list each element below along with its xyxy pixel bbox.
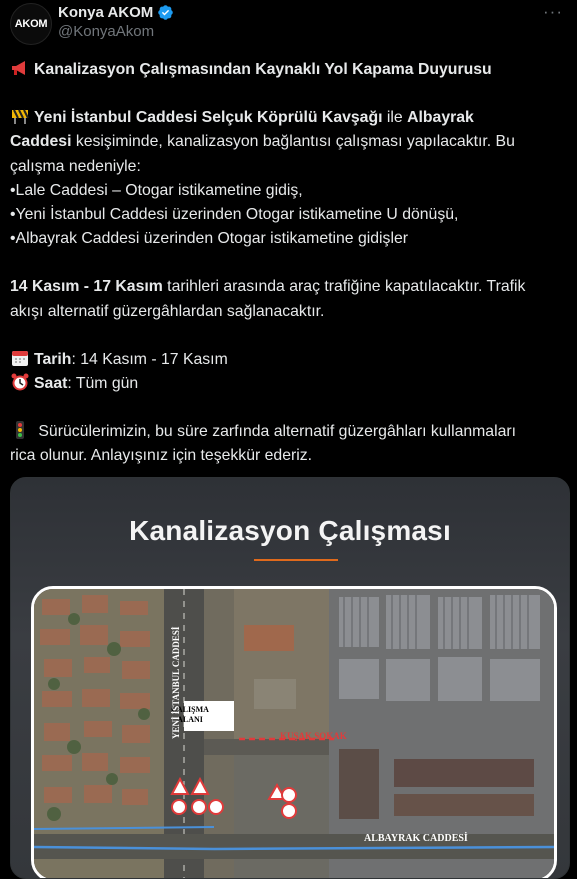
- date-line: [10, 348, 566, 372]
- work-area-label-1: ÇALIŞMA: [171, 705, 209, 714]
- date-value: : 14 Kasım - 17 Kasım: [71, 350, 228, 368]
- intersection-name: Yeni İstanbul Caddesi Selçuk Köprülü Kavşağı: [34, 109, 383, 127]
- street-name-albayrak: Albayrak: [407, 109, 474, 127]
- time-line: [10, 372, 566, 396]
- kusak-sokak-label: KUŞAK SOKAK: [280, 731, 347, 741]
- paragraph-1-line-2: [10, 130, 566, 154]
- paragraph-3-text: Sürücülerimizin, bu süre zarfında alternatif güzergâhları kullanmaları: [34, 423, 517, 441]
- media-image[interactable]: [10, 477, 570, 879]
- time-label: Saat: [34, 375, 68, 393]
- more-options-icon[interactable]: ···: [543, 2, 563, 21]
- satellite-map: [31, 586, 557, 879]
- yeni-istanbul-label: YENİ İSTANBUL CADDESİ: [171, 626, 181, 739]
- map-graphic: [34, 589, 554, 879]
- traffic-light-icon: [10, 420, 30, 440]
- bullet-item: •Albayrak Caddesi üzerinden Otogar istikametine gidişler: [10, 230, 409, 248]
- author-name[interactable]: Konya AKOM: [58, 4, 154, 21]
- connector-text: ile: [382, 109, 408, 127]
- image-title: Kanalizasyon Çalışması: [129, 515, 451, 546]
- calendar-icon: [10, 348, 30, 368]
- date-range: 14 Kasım - 17 Kasım: [10, 278, 163, 296]
- tweet-text: [10, 58, 566, 469]
- albayrak-caddesi-label: ALBAYRAK CADDESİ: [364, 833, 468, 844]
- paragraph-1-text: kesişiminde, kanalizasyon bağlantısı çalışması yapılacaktır. Bu: [71, 133, 515, 151]
- avatar-logo-text: AKOM: [14, 18, 48, 30]
- alarm-clock-icon: [10, 372, 30, 392]
- author-handle[interactable]: @KonyaAkom: [58, 23, 155, 40]
- street-name-caddesi: Caddesi: [10, 133, 72, 151]
- paragraph-1-line-1: [10, 106, 566, 130]
- avatar[interactable]: [10, 3, 52, 45]
- paragraph-2-line-1: [10, 275, 566, 299]
- title-underline: [254, 559, 338, 561]
- paragraph-2-text: tarihleri arasında araç trafiğine kapatılacaktır. Trafik: [162, 278, 526, 296]
- bullet-item: •Yeni İstanbul Caddesi üzerinden Otogar istikametine U dönüşü,: [10, 206, 459, 224]
- post-title: Kanalizasyon Çalışmasından Kaynaklı Yol Kapama Duyurusu: [34, 61, 492, 78]
- paragraph-3-line-1: [10, 420, 566, 444]
- megaphone-icon: [10, 58, 30, 78]
- construction-barrier-icon: [10, 106, 30, 126]
- paragraph-3-line-2: rica olunur. Anlayışınız için teşekkür ederiz.: [10, 447, 313, 465]
- paragraph-1-line-3: çalışma nedeniyle:: [10, 157, 141, 175]
- paragraph-2-line-2: akışı alternatif güzergâhlardan sağlanacaktır.: [10, 302, 325, 320]
- time-value: : Tüm gün: [67, 375, 139, 393]
- post-title-line: [10, 58, 566, 82]
- date-label: Tarih: [34, 350, 72, 368]
- work-area-label-2: ALANI: [177, 715, 203, 724]
- verified-badge-icon: [157, 4, 174, 21]
- author-name-row[interactable]: [58, 4, 174, 21]
- bullet-item: •Lale Caddesi – Otogar istikametine gidiş,: [10, 181, 303, 199]
